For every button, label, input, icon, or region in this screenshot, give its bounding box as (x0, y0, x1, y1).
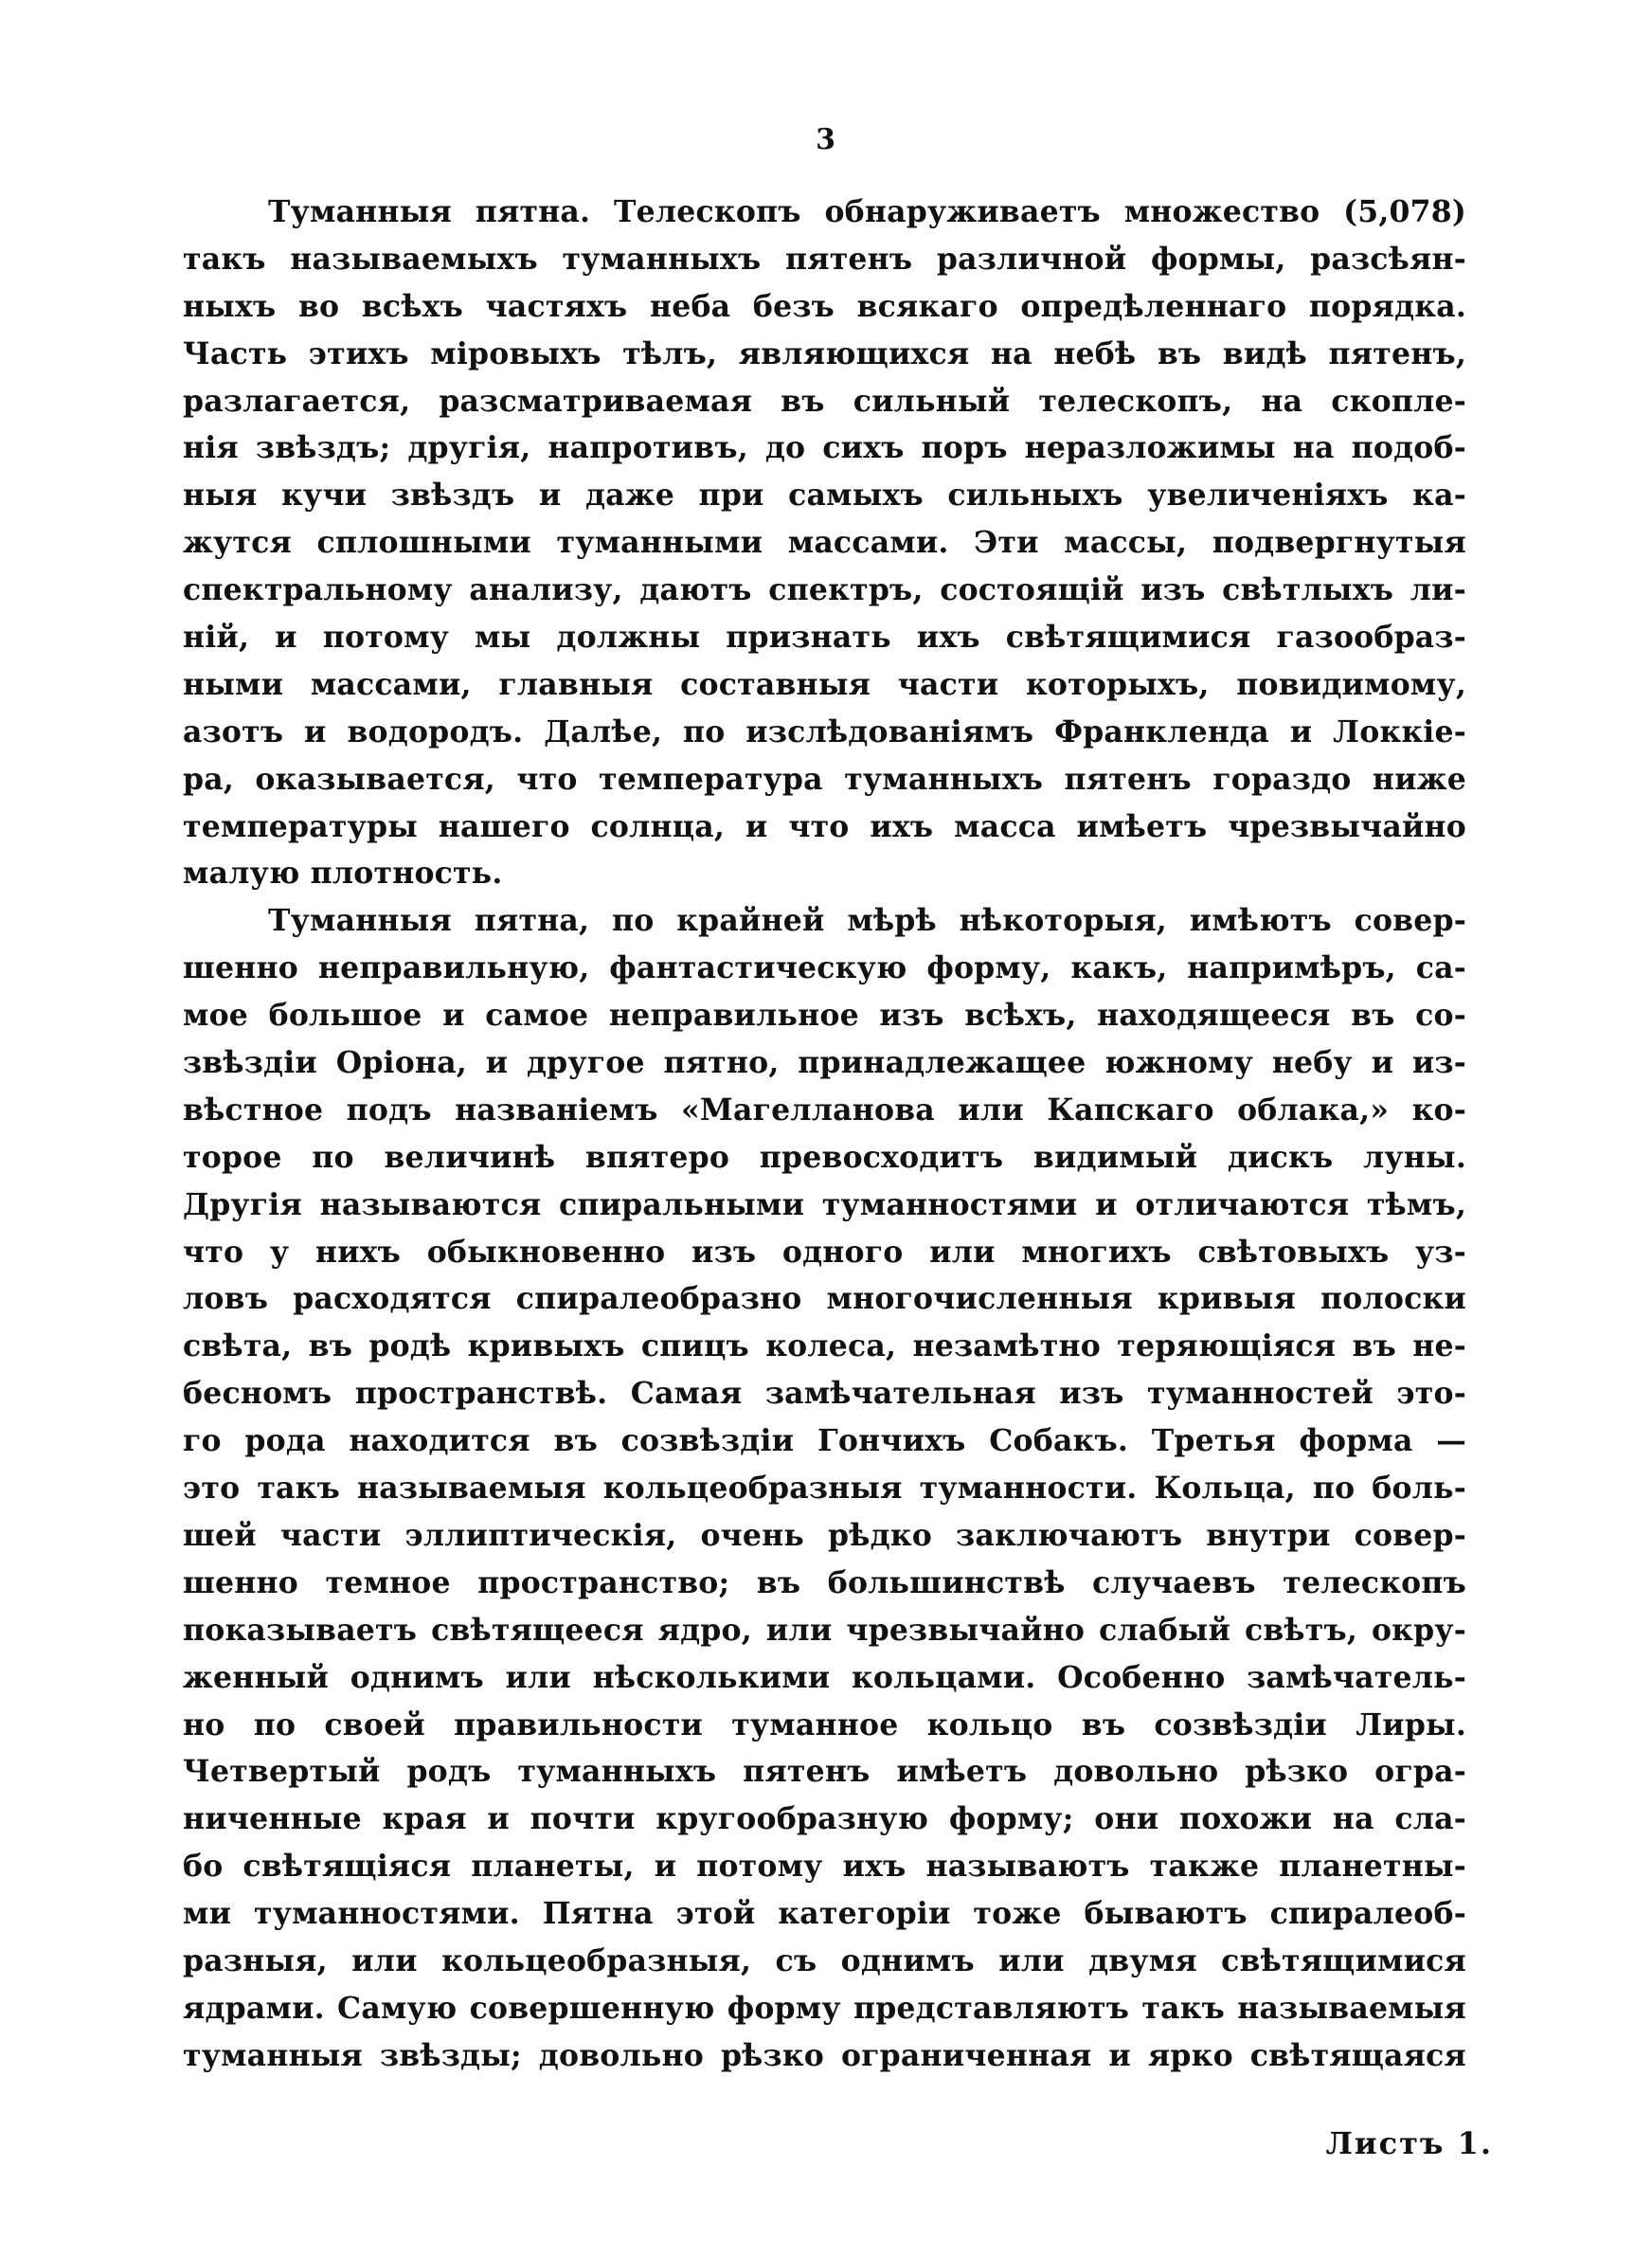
text-line: но по своей правильности туманное кольцо въ созвѣздіи Лиры. (183, 1706, 1466, 1742)
text-line: разныя, или кольцеобразныя, съ однимъ или двумя свѣтящимися (183, 1942, 1466, 1978)
text-line: спектральному анализу, даютъ спектръ, состоящій изъ свѣтлыхъ ли- (183, 572, 1466, 608)
text-line: шенно неправильную, фантастическую форму, какъ, напримѣръ, са- (183, 950, 1466, 986)
body-text (183, 189, 1466, 2080)
text-line: ній, и потому мы должны признать ихъ свѣтящимися газообраз- (183, 620, 1466, 656)
sheet-signature: Листъ 1. (1325, 2125, 1493, 2161)
text-line: что у нихъ обыкновенно изъ одного или многихъ свѣтовыхъ уз- (183, 1234, 1466, 1270)
text-line: шей части эллиптическія, очень рѣдко заключаютъ внутри совер- (183, 1517, 1466, 1553)
paragraph-2 (183, 897, 1466, 2079)
text-line: торое по величинѣ впятеро превосходитъ видимый дискъ луны. (183, 1139, 1466, 1175)
text-line: Часть этихъ міровыхъ тѣлъ, являющихся на небѣ въ видѣ пятенъ, (183, 335, 1466, 371)
text-line: шенно темное пространство; въ большинствѣ случаевъ телескопъ (183, 1564, 1466, 1600)
text-line: Туманныя пятна, по крайней мѣрѣ нѣкоторыя, имѣютъ совер- (268, 903, 1466, 939)
text-line: жутся сплошными туманными массами. Эти массы, подвергнутыя (183, 525, 1466, 561)
text-line: ныхъ во всѣхъ частяхъ неба безъ всякаго опредѣленнаго порядка. (183, 288, 1466, 324)
text-line: ными массами, главныя составныя части которыхъ, повидимому, (183, 666, 1466, 702)
text-line: такъ называемыхъ туманныхъ пятенъ различной формы, разсѣян- (183, 241, 1466, 277)
text-line: звѣздіи Оріона, и другое пятно, принадлежащее южному небу и из- (183, 1045, 1466, 1081)
paragraph-1 (183, 189, 1466, 897)
text-line: бо свѣтящіяся планеты, и потому ихъ называютъ также планетны- (183, 1849, 1466, 1885)
page-number: 3 (816, 123, 836, 156)
text-line: нія звѣздъ; другія, напротивъ, до сихъ поръ неразложимы на подоб- (183, 430, 1466, 466)
text-line: ловъ расходятся спиралеобразно многочисленныя кривыя полоски (183, 1281, 1466, 1317)
text-line: Четвертый родъ туманныхъ пятенъ имѣетъ довольно рѣзко огра- (183, 1754, 1466, 1790)
text-line: показываетъ свѣтящееся ядро, или чрезвычайно слабый свѣтъ, окру- (183, 1612, 1466, 1648)
text-line: мое большое и самое неправильное изъ всѣхъ, находящееся въ со- (183, 998, 1466, 1034)
text-line: туманныя звѣзды; довольно рѣзко ограниченная и ярко свѣтящаяся (183, 2037, 1466, 2073)
text-line: вѣстное подъ названіемъ «Магелланова или Капскаго облака,» ко- (183, 1092, 1466, 1128)
text-line: ныя кучи звѣздъ и даже при самыхъ сильныхъ увеличеніяхъ ка- (183, 478, 1466, 514)
text-line: женный однимъ или нѣсколькими кольцами. Особенно замѣчатель- (183, 1659, 1466, 1695)
text-line: разлагается, разсматриваемая въ сильный телескопъ, на скопле- (183, 383, 1466, 419)
text-line: ми туманностями. Пятна этой категоріи тоже бываютъ спиралеоб- (183, 1896, 1466, 1932)
text-line: ра, оказывается, что температура туманныхъ пятенъ гораздо ниже (183, 761, 1466, 797)
text-line: бесномъ пространствѣ. Самая замѣчательная изъ туманностей это- (183, 1376, 1466, 1412)
text-line: это такъ называемыя кольцеобразныя туманности. Кольца, по боль- (183, 1471, 1466, 1507)
text-line: ядрами. Самую совершенную форму представляютъ такъ называемыя (183, 1990, 1466, 2026)
text-line: малую плотность. (183, 856, 503, 892)
text-line: го рода находится въ созвѣздіи Гончихъ Собакъ. Третья форма — (183, 1423, 1466, 1459)
text-line: Другія называются спиральными туманностями и отличаются тѣмъ, (183, 1186, 1466, 1222)
text-line: ниченные края и почти кругообразную форму; они похожи на сла- (183, 1801, 1466, 1837)
text-line: температуры нашего солнца, и что ихъ масса имѣетъ чрезвычайно (183, 808, 1466, 844)
text-line: Туманныя пятна. Телескопъ обнаруживаетъ множество (5,078) (268, 194, 1466, 229)
text-line: азотъ и водородъ. Далѣе, по изслѣдованіямъ Франкленда и Локкіе- (183, 713, 1466, 749)
text-line: свѣта, въ родѣ кривыхъ спицъ колеса, незамѣтно теряющіяся въ не- (183, 1328, 1466, 1364)
